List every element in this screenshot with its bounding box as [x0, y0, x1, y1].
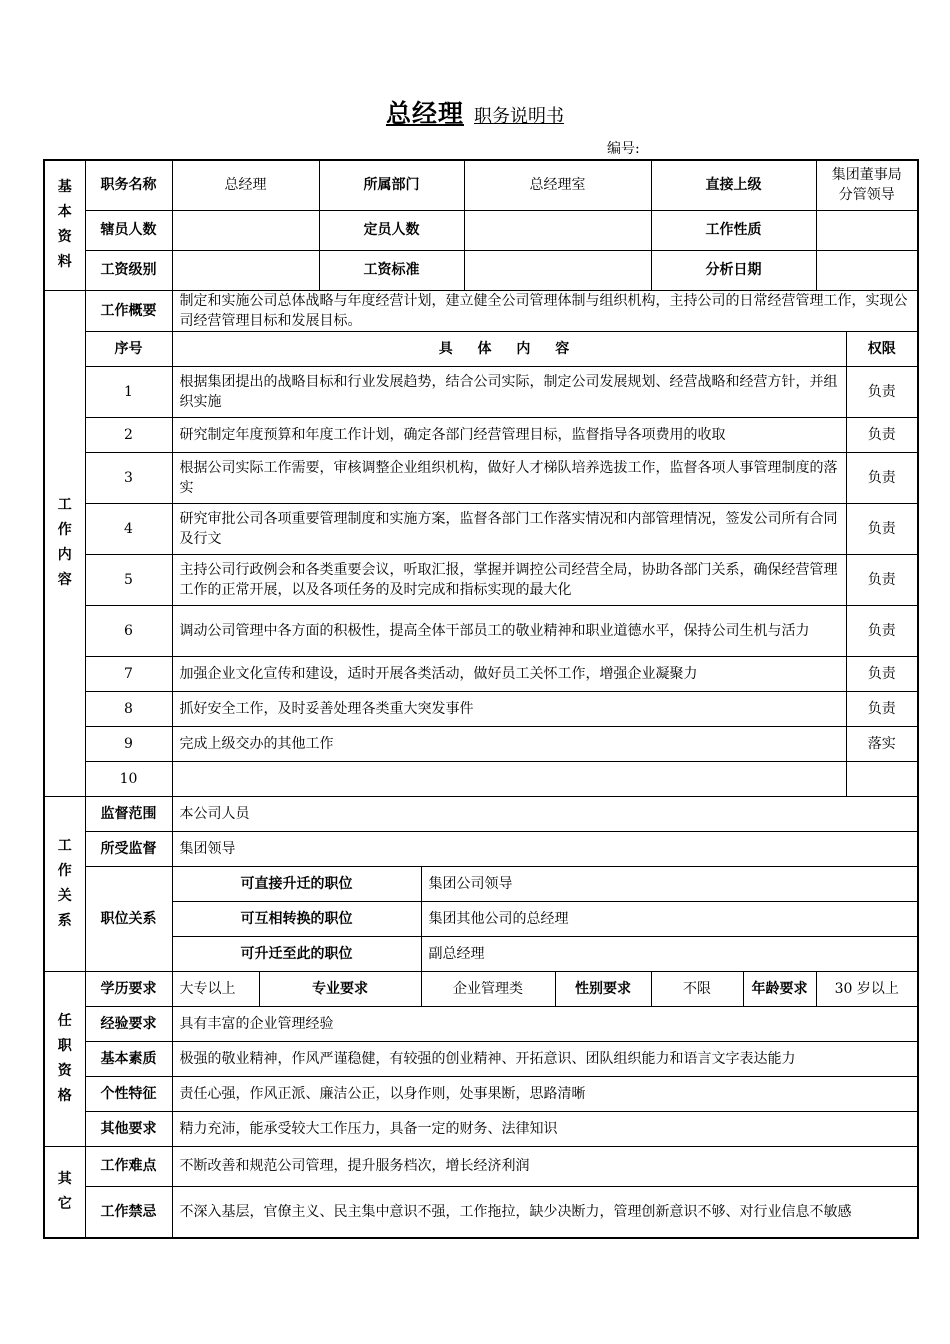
department-label: 所属部门 — [319, 160, 464, 210]
task-row: 1 根据集团提出的战略目标和行业发展趋势，结合公司实际，制定公司发展规划、经营战略和经营方针，并组织实施 负责 — [44, 366, 918, 417]
personality-label: 个性特征 — [85, 1076, 172, 1111]
task-row: 2 研究制定年度预算和年度工作计划，确定各部门经营管理目标，监督指导各项费用的收取 负责 — [44, 417, 918, 452]
subordinates-label: 辖员人数 — [85, 210, 172, 250]
major-value: 企业管理类 — [421, 971, 555, 1006]
section-misc: 其 它 — [44, 1146, 85, 1238]
col-authority-header: 权限 — [846, 331, 918, 366]
quality-label: 基本素质 — [85, 1041, 172, 1076]
salary-level-label: 工资级别 — [85, 250, 172, 290]
difficulty-value: 不断改善和规范公司管理，提升服务档次，增长经济利润 — [172, 1146, 918, 1186]
salary-standard-value — [464, 250, 651, 290]
summary-value: 制定和实施公司总体战略与年度经营计划，建立健全公司管理体制与组织机构，主持公司的日常经营管理工作，实现公司经营管理目标和发展目标。 — [172, 290, 918, 331]
subordinates-value — [172, 210, 319, 250]
task-row: 7 加强企业文化宣传和建设，适时开展各类活动，做好员工关怀工作，增强企业凝聚力 负责 — [44, 656, 918, 691]
age-value: 30 岁以上 — [816, 971, 918, 1006]
gender-label: 性别要求 — [555, 971, 651, 1006]
taboo-value: 不深入基层，官僚主义、民主集中意识不强，工作拖拉，缺少决断力，管理创新意识不够、对行业信息不敏感 — [172, 1186, 918, 1238]
quality-value: 极强的敬业精神，作风严谨稳健，有较强的创业精神、开拓意识、团队组织能力和语言文字表达能力 — [172, 1041, 918, 1076]
experience-value: 具有丰富的企业管理经验 — [172, 1006, 918, 1041]
transfer-value: 集团其他公司的总经理 — [421, 901, 918, 936]
scope-value: 本公司人员 — [172, 796, 918, 831]
position-rel-label: 职位关系 — [85, 866, 172, 971]
analysis-date-label: 分析日期 — [651, 250, 816, 290]
scope-label: 监督范围 — [85, 796, 172, 831]
salary-level-value — [172, 250, 319, 290]
title-sub: 职务说明书 — [474, 106, 564, 127]
department-value: 总经理室 — [464, 160, 651, 210]
experience-label: 经验要求 — [85, 1006, 172, 1041]
job-description-table — [43, 159, 919, 1239]
superior-value: 集团董事局 分管领导 — [816, 160, 918, 210]
major-label: 专业要求 — [259, 971, 421, 1006]
col-content-header: 具 体 内 容 — [172, 331, 846, 366]
summary-label: 工作概要 — [85, 290, 172, 331]
document-title — [0, 94, 950, 130]
education-value: 大专以上 — [172, 971, 259, 1006]
section-qualifications: 任 职 资 格 — [44, 971, 85, 1146]
salary-standard-label: 工资标准 — [319, 250, 464, 290]
code-label: 编号: — [607, 141, 640, 157]
headcount-value — [464, 210, 651, 250]
education-label: 学历要求 — [85, 971, 172, 1006]
difficulty-label: 工作难点 — [85, 1146, 172, 1186]
promote-label: 可直接升迁的职位 — [172, 866, 421, 901]
task-row: 5 主持公司行政例会和各类重要会议，听取汇报，掌握并调控公司经营全局，协助各部门关系，确保经营管理工作的正常开展，以及各项任务的及时完成和指标实现的最大化 负责 — [44, 554, 918, 605]
nature-value — [816, 210, 918, 250]
taboo-label: 工作禁忌 — [85, 1186, 172, 1238]
nature-label: 工作性质 — [651, 210, 816, 250]
age-label: 年龄要求 — [743, 971, 816, 1006]
position-name-value: 总经理 — [172, 160, 319, 210]
title-main: 总经理 — [385, 99, 464, 128]
section-relations: 工 作 关 系 — [44, 796, 85, 971]
position-name-label: 职务名称 — [85, 160, 172, 210]
task-row: 9 完成上级交办的其他工作 落实 — [44, 726, 918, 761]
gender-value: 不限 — [651, 971, 743, 1006]
supervised-label: 所受监督 — [85, 831, 172, 866]
from-value: 副总经理 — [421, 936, 918, 971]
task-row: 8 抓好安全工作，及时妥善处理各类重大突发事件 负责 — [44, 691, 918, 726]
other-req-label: 其他要求 — [85, 1111, 172, 1146]
task-row: 6 调动公司管理中各方面的积极性，提高全体干部员工的敬业精神和职业道德水平，保持公司生机与活力 负责 — [44, 605, 918, 656]
task-row: 4 研究审批公司各项重要管理制度和实施方案，监督各部门工作落实情况和内部管理情况，签发公司所有合同及行文 负责 — [44, 503, 918, 554]
section-basic: 基 本 资 料 — [44, 160, 85, 290]
from-label: 可升迁至此的职位 — [172, 936, 421, 971]
section-work: 工 作 内 容 — [44, 290, 85, 796]
analysis-date-value — [816, 250, 918, 290]
headcount-label: 定员人数 — [319, 210, 464, 250]
task-row: 10 — [44, 761, 918, 796]
col-index-header: 序号 — [85, 331, 172, 366]
promote-value: 集团公司领导 — [421, 866, 918, 901]
personality-value: 责任心强，作风正派、廉洁公正，以身作则，处事果断，思路清晰 — [172, 1076, 918, 1111]
transfer-label: 可互相转换的职位 — [172, 901, 421, 936]
other-req-value: 精力充沛，能承受较大工作压力，具备一定的财务、法律知识 — [172, 1111, 918, 1146]
superior-label: 直接上级 — [651, 160, 816, 210]
supervised-value: 集团领导 — [172, 831, 918, 866]
task-row: 3 根据公司实际工作需要，审核调整企业组织机构，做好人才梯队培养选拔工作，监督各项人事管理制度的落实 负责 — [44, 452, 918, 503]
